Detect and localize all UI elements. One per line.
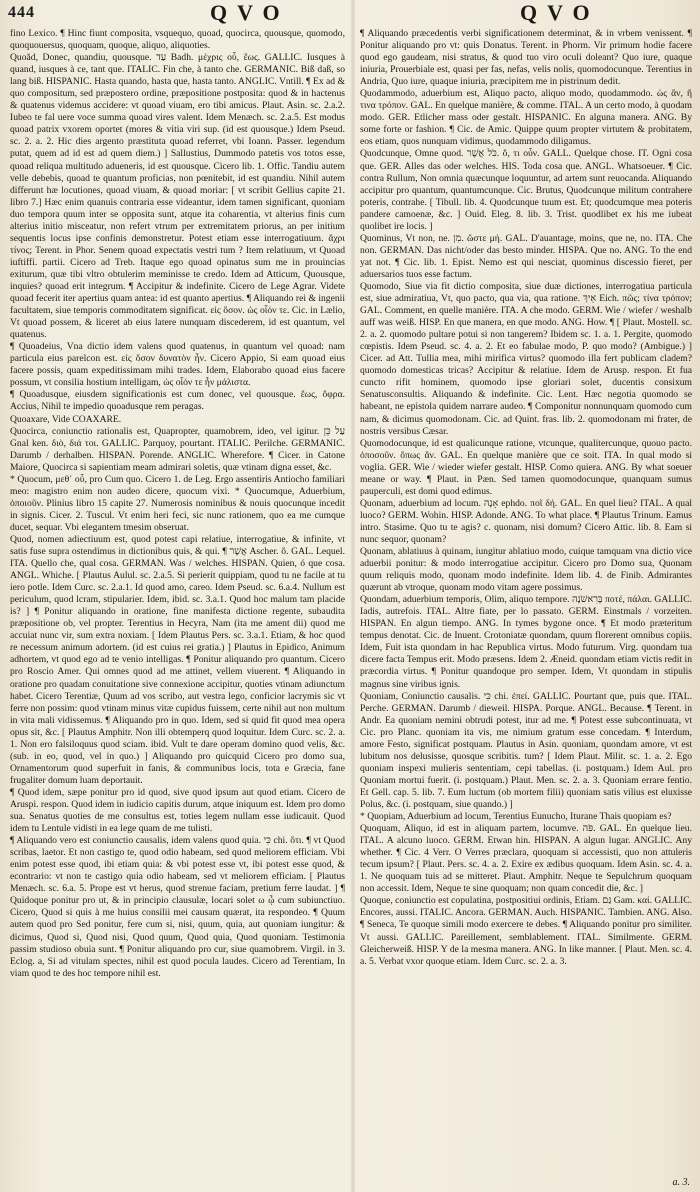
- page-number: 444: [8, 4, 35, 21]
- entry-paragraph: Quominus, Vt non, ne. מִן. ὥστε μή. GAL. D'auantage, moins, que ne, no. ITA. Che non. GERMAN. Das nicht/oder das besto minder. HISPA. Que no. ANG. To the end yat not. ¶ Cic. lib. 1. Epist. Nemo est qui nesciat, quominus discessio fieret, per aduersarios tuos esse factum.: [360, 232, 692, 280]
- entry-paragraph: ¶ Aliquando præcedentis verbi significationem determinat, & in vrbem venissent. ¶ Ponitur aliquando pro vt: quis Donatus. Terent. in Phorm. Vir primum hodie facere quod ego gaudeam, nisi stratus, & quod tuo viro oculi doleant? Quo iure, quaque iniuria, Prouerbiale est, quasi per fas, nefas, velis nolis, quomodocunque. Terentius in Andria, Quo iure, quaque iniuria, præcipitem me in pistrinum dedit.: [360, 28, 692, 88]
- entry-paragraph: Quodammodo, aduerbium est, Aliquo pacto, aliquo modo, quodammodo. ὡς ἄν, ἤ τινα τρόπον. GAL. En quelque manière, & comme. ITAL. A un certo modo, à quodam modo. GER. Etlicher mass oder gestalt. HISPANIC. En alguna manera. ANG. By some forte or fashion. ¶ Cic. de Amic. Quippe quum propter virtutem & probitatem, eos etiam, quos nunquam vidimus, quodammodo diligamus.: [360, 88, 692, 148]
- entry-paragraph: Quonam, ablatiuus à quinam, iungitur ablatiuo modo, cuique tamquam vna dictio vice aduerbii ponitur: & modo interrogatiue accipitur. Cicero pro Domo sua, Quonam quum reliquis modo, quonam modo indefinite. Idem lib. 4. de Finib. Admirantes quærunt ab vtroque, quonam modo vitam agere possimus.: [360, 546, 692, 594]
- entry-paragraph: Quoăd, Donec, quandiu, quousque. עַד Badh. μέχρις οὗ, ἕως. GALLIC. Iusques à quand, iusques à ce, tant que. ITALIC. Fin che, à tanto che. GERMANIC. Biß daß, so lang biß. HISPANIC. Hasta quando, hasta que, hasta tanto. ANGLIC. Vntill. ¶ Ex ad & quo compositum, sed præpostero ordine, præpositione postposita: quod & in hactenus & quatenus videmus accidere: vt quoad viuam, ero tibi amicus. Plaut. Asin. sc. 2.a.2. Iubeo te fal uere voce summa quoad vires valent. Idem Menæch. sc. 2.a.5. Est modus quoad patrix vxorem oportet (mores & vitia viri sup. (id est quousque.) Idem Pseud. sc. 2. a. 2. Hic dies argento præstituta quoad referret, vbi Ioann. Passer. legendum putat, quem ad id est ad quem diem.) ] Sallustius, Dummodo patetis vos totos esse, quoad reliqua multitudo adueneris, id est quousque. Cicero lib. 1. Offic. Tandiu autem velle debebis, quoad te quantum proficias, non pœnitebit, id est quandiu. Nihil autem differunt hæ locutiones, quoad viuam, & quoad moriar: [ vt scribit Gellius capite 21. libro 7.] Hæc enim quanuis contraria esse videantur, idem tamen significant, quoniam duo tempora quum inter se opposita sunt, atque ita coharentia, vt alterius finis cum alterius initio misceatur, non refert vtrum per extremitatem priorus, an per initium sequentis locus ipse confinis demonstretur. Potest etiam esse interrogatiuum. ἄχρι τίνος; Terent. in Phor. Senem quoad expectatis vestri tum ? Item relatiuum, vt Quoad iuftiffi. partii. Cicero ad Treb. Itaque ego quoad opinatus sum me in prouincias exiturum, quæ tibi vltro obtulerim meminisse te credo. Idem ad Atticum, Quousque, inquies? quoad erit integrum. ¶ Accipitur & indefinite. Cicero de Lege Agrar. Videte quoad fecerit iter apertius quam antea: id est quanto apertius. ¶ Aliquando rei & ingenii facultatem, siue temporis commoditatem significat. εἰς ὅσον. ὡς οἷόν τε. Cic. in Lælio, Vt quoad possem, & liceret ab eius latere nunquam discederem, id est quantum, vel quatenus.: [10, 52, 345, 341]
- entry-paragraph: Quoniam, Coniunctio causalis. כִּי chi. ἐπεί. GALLIC. Pourtant que, puis que. ITAL. Perche. GERMAN. Darumb / dieweil. HISPA. Porque. ANGL. Because. ¶ Terent. in Andr. Ea quoniam nemini obtrudi potest, itur ad me. ¶ Potest esse subcontinuata, vt Cic. pro Planc. quoniam ita vis, me nimium gratum esse concedam. ¶ Interdum, amore Festo, significat postquam. Plautus in Asin. quoniam, quondam amore, vt est lubitum nos delusisse, quosque scribitis. tum? [ Idem Plaut. Milit. sc. 1. a. 2. Ego quoniam inspexi mulieris sententiam, cepi tabellas. (i. postquam.) Idem Aul. pro Quoniam mortui fuerit. (i. postquam.) Plaut. Men. sc. 2. a. 3. Quoniam errare fentio. Et Gell. cap. 5. lib. 7. Eum luctum (ob mortem filii) quoniam satis vilius est eluxisse Polus, &c. (i. postquam, siue quando.) ]: [360, 690, 692, 810]
- entry-paragraph: Quondam, aduerbium temporis, Olim, aliquo tempore. בָּרִאשֹׁנָה ποτέ, πάλαι. GALLIC. Iadis, autrefois. ITAL. Altre fiate, per lo passato. GERM. Einstmals / vorzeiten. HISPAN. En algun tiempo. ANG. In tymes bygone once. ¶ Et modo præteritum tempus denotat. Cic. de Inuent. Crotoniatæ quondam, quum florerent omnibus copiis. Idem, Fuit ista quondam in hac Republica virtus. Modo futurum. Virg. quondam tua dicere facta Tempus erit. Modo præsens. Idem 2. Æneid. quondam etiam victis redit in præcordia virtus. ¶ Ponitur quandoque pro semper. Idem, Vt quondam in stipulis magnus sine viribus ignis.: [360, 594, 692, 690]
- entry-paragraph: Quomodocunque, id est qualicunque ratione, vtcunque, qualitercunque, quouo pacto. ὁποσοῦν. ὅπως ἄν. GAL. En quelque manière que ce soit. ITA. In qual modo si voglia. GER. Wie / wieder wiefer gestalt. HISP. Como quiera. ANG. By what soeuer meane or way. ¶ Plaut. in Pæn. Sed tamen quomodocunque, quanquam sumus pauperculi, est domi quod edimus.: [360, 437, 692, 497]
- entry-paragraph: ¶ Quoadusque, eiusdem significationis est cum donec, vel quousque. ἕως, ὄφρα. Accius, Nihil te impedio quoadusque rem peragas.: [10, 389, 345, 413]
- entry-paragraph: Quoaxare, Vide COAXARE.: [10, 413, 122, 425]
- gutter-shadow: [350, 0, 356, 1192]
- entry-paragraph: Quod, nomen adiectiuum est, quod potest capi relatiue, interrogatiue, & infinite, vt satis fuse supra ostendimus in dictionibus quis, & qui. ¶ אֲשֶׁר Ascher. ὅ. GAL. Lequel. ITA. Quello che, qual cosa. GERMAN. Was / welches. HISPAN. Quien, ó que cosa. ANGL. Whiche. [ Plautus Aulul. sc. 2.a.5. Si perierit quippiam, quod tu ne facile at tu iero potle. Idem Curc. sc. 2.a.1. Id quod amo, careo. Idem Pseud. sc. 6.a.4. Nullum est periculum, quod lcram, stipularier. Idem, ibid. sc. 3.a.1. Quod hoc malum tam placide is? ] ¶ Ponitur aliquando in oratione, fine manifesta dictione regente, subaudita præpositione ob, vel propter. Terentius in Hecyra, Nam (ita me ament dii) quod me accuiat nunc vir, sum extra noxiam. [ Idem Plautus Pers. sc. 3.a.1. Etiam, & hoc quod re necessum animum adortem. (id est cuius rei gratia.) ] Plautus in Epidico, Animum adhortem, vt quod ego ad te venio intelligas. ¶ Ponitur aliquando pro quantum. Cicero pro Roscio Amer. Qui omnes quod ad me attinet, vellem viuerent. ¶ Aliquando in oratione pro quadam conuitatione sive connexione accipitur, quoties vtinam adiunctum habet. Cicero Terentiæ, Quum ad vos scribo, aut vestra lego, conficior lacrymis sic vt ferre non possim: quod vtinam minus vitæ cupidus fuissem, certe nihil aut non multum in vita mali vidissemus. ¶ Aliquando pro in quo. Idem, sed si quid fit quod mea opera opus sit, &c. [ Plautus Amphitr. Non illi obtemperq quod loquitur. Idem Curc. sc. 2. a. 1. Non ero falsiloquus quod sciam. ibid. Vult te dare operam domino quod velis, &c. (sub. in eo, quod, vel in quo.) ] Aliquando pro quicquid Cicero pro domo sua, Ornamentorum quod superfuit in fanis, & communibus locis, tota e Græcia, fane frugaliter domum luam deportauit.: [10, 533, 345, 786]
- entry-paragraph: fino Lexico. ¶ Hinc fiunt composita, vsquequo, quoad, quocirca, quousque, quomodo, quoquouersus, quoquam, quoque, aliquo, aliquoties.: [10, 28, 345, 52]
- entry-paragraph: ¶ Quod idem, sæpe ponitur pro id quod, sive quod ipsum aut quod etiam. Cicero de Aruspi. respon. Quod idem in iudicio capitis durum, atque iniquum est. Idem pro domo sua. Senatus quoties de me consultus est, toties legem nullam esse iudicauit. Quod idem tu Lentule vidisti in ea lege quam de me tulisti.: [10, 786, 345, 835]
- running-head-left: QVO: [210, 0, 290, 25]
- entry-paragraph: Quoquam, Aliquo, id est in aliquam partem, locumve. פֹּה. GAL. En quelque lieu. ITAL. A alcuno luoco. GERM. Etwan hin. HISPAN. A algun lugar. ANGLIC. Any whether. ¶ Cic. 4 Verr. O Verres præclara, quoquam si accessisti, quo non attuleris tecum ipsum? [ Plaut. Pers. sc. 4. a. 2. Exire ex ædibus quoquam. Idem Asin. sc. 4. a. 1. Ne quoquam tuis ad se mitteret. Plaut. Amphitr. Neque te Sepulchrum quoquam non accessit. Idem, Neque te sine quoquam; non quam concedit die, &c. ]: [360, 823, 692, 895]
- catchword: a. 3.: [672, 1177, 690, 1188]
- entry-paragraph: Quomodo, Siue via fit dictio composita, siue duæ dictiones, interrogatiua particula est, siue admiratiua, Vt, quo pacto, qua via, qua ratione. אֵיךְ Eich. πῶς; τίνα τρόπον; GAL. Comment, en quelle manière. ITA. A che modo. GERM. Wie / wiefer / weshalb auff was weiß. HISP. En que manera, en que modo. ANG. How. ¶ [ Plaut. Mostell. sc. 2. a. 2. quomodo pultare potui si non tangerem? Ibidem sc. 1. a. 1. Pergite, quomodo cœpistis. Idem Pseud. sc. 4. a. 2. Et eo fabulae modo, P. quo modo? (Ambigue.) ] Cicer. ad Att. Tullia mea, mihi mirifica virtus? quomodo illa fert publicam cladem? quomodo domesticas tricas? Accipitur & relatiue. Idem de Arusp. respon. Et fua cuncto rifit hominem, quomodo ipse gloriari solet, ducentis consixum Senatusconsultis. Aliquando & indefinite. Cic. Lent. Hæc negotia quomodo se habeant, ne epistola quidem narrare audeo. ¶ Componitur nonnunquam quomodo cum nam, & dicimus quomodonam. Cic. ad Quint. fras. lib. 2. quomodonam mi frater, de nostris versibus Cæsar.: [360, 280, 692, 437]
- entry-paragraph: ¶ Quoadeius, Vna dictio idem valens quod quatenus, in quantum vel quoad: nam particula eius parelcon est. εἰς ὅσον δυνατὸν ἦν. Cicero Appio, Si eam quoad eius facere possis, quam expeditissimam mihi trades. Idem, Elaborabo quoad eius facere possum, vt consilia hostium intelligam, ὡς οἷόν τε ἦν μάλιστα.: [10, 341, 345, 389]
- entry-paragraph: Quocirca, coniunctio rationalis est, Quapropter, quamobrem, ideo, vel igitur. עַל כֵּן Gnal ken. διὸ, διά τοι. GALLIC. Parquoy, pourtant. ITALIC. Perilche. GERMANIC. Darumb / derhalben. HISPAN. Porende. ANGLIC. Wherefore. ¶ Cicer. in Catone Maiore, Quocirca si sapientiam meam admirari soletis, quæ vtinam digna esset, &c.: [10, 425, 345, 473]
- left-column: [10, 28, 345, 1186]
- right-column: [360, 28, 692, 1186]
- entry-paragraph: Quonam, aduerbium ad locum. אָנָה ephdo. ποῖ δή. GAL. En quel lieu? ITAL. A qual luoco? GERM. Wohin. HISP. Adonde. ANG. To what place. ¶ Plautus Trinum. Eamus intro. Stasime. Quo tu te agis? c. quonam, nisi domum? Cicero Attic. lib. 8. Eam si nunc sequor, quonam?: [360, 497, 692, 545]
- entry-paragraph: * Quocum, μεθ᾽ οὗ, pro Cum quo. Cicero 1. de Leg. Ergo assentiris Antiocho familiari meo: magistro enim non audeo dicere, quocum vixi. * Quocumque, Aduerbium, ὁποιοῦν. Plinius libro 15 capite 27. Numerosis nominibus & nouis quocunque incedit in signis. Cicer. 2. Tuscul. Vt enim heri feci, sic nunc rationem, quo ea me cumque ducet, sequar. Vbi elegantem tmesim obseruat.: [10, 473, 345, 533]
- running-head-right: QVO: [520, 0, 600, 25]
- entry-paragraph: ¶ Aliquando vero est coniunctio causalis, idem valens quod quia. כִּי chi. ὅτι. ¶ vt Quod scribas, laetor. Et non castigo te, quod odio habeam, sed quod meliorem efficiam. Vbi enim potest esse quod, ibi etiam quia: & vbi potest esse vt, ibi potest esse quod, & econtrario: vt non te castigo quia odio habeam, sed vt meliorem efficiam. [ Plautus Menæch. sc. 6.a. 5. Prope est vt herus, quod strenue faciam, pretium ferre laudat. ] ¶ Quidoque ponitur pro ut, & in principio clausulæ, locari solet ω ᾧ cum subiunctiuo. Cicero, Quod si quis à me huius consilii mei causam quærat, ita respondeo. ¶ Quum autem quod pro Sed ponitur, fere cum si, nisi, quum, quia, aut quoniam iungitur: & dicimus, Quod si, Quod nisi, Quod quum, Quod quia, Quod quoniam. Testimonia passim studioso obuia sunt. ¶ Ponitur aliquando pro cur, siue quamobrem. Virgil. in 3. Eclog. a, Si ad vitulam spectes, nihil est quod pocula laudes. Cicero ad Terentiam, In viam quod te des hoc tempore nihil est.: [10, 835, 345, 979]
- entry-paragraph: Quoque, coniunctio est copulatina, postpositiui ordinis, Etiam. גַּם Gam. καί. GALLIC. Encores, aussi. ITALIC. Ancora. GERMAN. Auch. HISPANIC. Tambien. ANG. Also. ¶ Seneca, Te quoque simili modo exercere te debes. ¶ Aliquando ponitur pro similiter. Vt aussi. GALLIC. Pareillement, semblablement. ITAL. Similmente. GERM. Gleicherweiß. HISP. Y de la mesma manera. ANG. In like manner. [ Plaut. Men. sc. 4. a. 5. Verbat vxor quoque etiam. Idem Curc. sc. 2. a. 3.: [360, 895, 692, 967]
- entry-paragraph: Quodcunque, Omne quod. כֹּל אֲשֶׁר. ὅ, τι οὖν. GALL. Quelque chose. IT. Ogni cosa que. GER. Alles das oder welches. HIS. Toda cosa que. ANGL. Whatsoeuer. ¶ Cic. contra Rullum, Non omnia quæcunque loquuntur, ad artem sunt reuocanda. Aliquando accipitur pro quantum, quantumcunque. Cic. Brutus, Quodcunque militum contrahere poteris, contrahe. [ Tibull. lib. 4. Quodcunque tuum est. Et; quodcumque mea poteris pandere camoenæ, &c. ] Ouid. Eleg. 8. lib. 3. Trist. quodlibet ex his me iubeat quolibet ire locis. ]: [360, 148, 692, 232]
- entry-paragraph: * Quopiam, Aduerbium ad locum, Terentius Eunucho, Iturane Thais quopiam es?: [360, 811, 672, 823]
